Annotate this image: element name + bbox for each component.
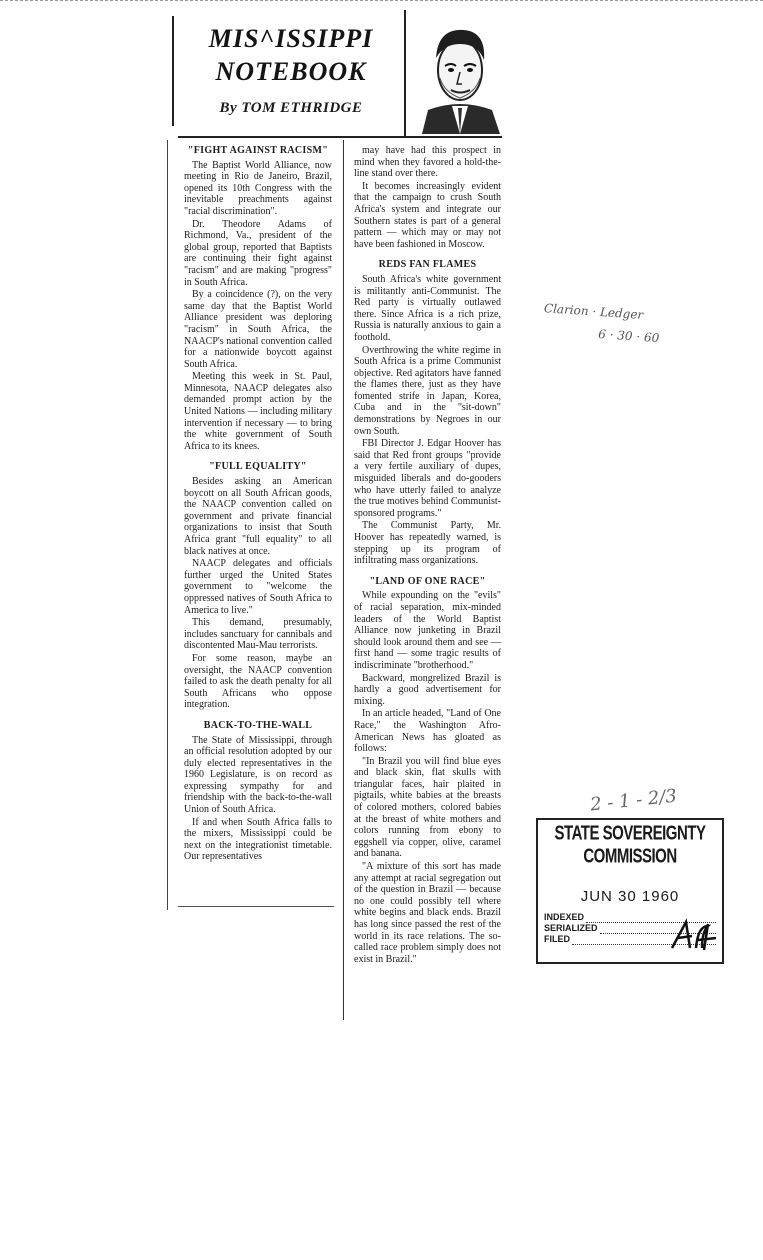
- column-end-rule: [178, 906, 334, 907]
- paragraph: "A mixture of this sort has made any attempt at racial segregation out of the question in Brazil — because no one could possibly tell where white begins and black ends. Brazil has long since passed the rest of the world in its race relations. The so-called race problem simply does not exist in Brazil.": [354, 861, 501, 965]
- paragraph: may have had this prospect in mind when they favored a hold-the-line stand over there.: [354, 145, 501, 180]
- paragraph: It becomes increasingly evident that the campaign to crush South Africa's system and integrate our Southern states is part of a general pattern — which may or may not have been fashioned in Moscow.: [354, 180, 501, 250]
- stamp-row-filed: FILED: [544, 934, 716, 945]
- handwritten-newspaper-name: Clarion · Ledger: [543, 301, 644, 323]
- masthead-left-rule: [172, 16, 174, 126]
- dashed-page-border: [0, 0, 763, 1]
- paragraph: "In Brazil you will find blue eyes and black skin, flat skulls with triangular faces, hair plaited in pigtails, white babies at the breasts of colored mothers, colored babies at the breast of white mothers and colors running from ebony to eggshell via copper, olive, caramel and banana.: [354, 755, 501, 860]
- subheading: "FULL EQUALITY": [209, 461, 307, 473]
- column-title-line2: NOTEBOOK: [215, 57, 367, 86]
- column-margin-line: [167, 140, 168, 910]
- paragraph: FBI Director J. Edgar Hoover has said that Red front groups "provide a very fertile auxiliary of dupes, misguided liberals and do-gooders who have utterly failed to analyze the true motives behind Communist-sponsored programs.": [354, 438, 501, 519]
- stamp-date: JUN 30 1960: [580, 888, 680, 905]
- masthead-bottom-rule: [178, 136, 502, 138]
- subheading: "FIGHT AGAINST RACISM": [187, 145, 329, 156]
- stamp-title: STATE SOVEREIGNTY COMMISSION: [554, 822, 706, 868]
- article-column-2: [354, 145, 501, 966]
- handwritten-source-note: [542, 297, 715, 353]
- stamp-row-indexed: INDEXED: [544, 912, 716, 923]
- subheading: BACK-TO-THE-WALL: [203, 719, 313, 731]
- paragraph: Dr. Theodore Adams of Richmond, Va., president of the global group, reported that Baptists are continuing their fight against "racism" and are making "progress" in South Africa.: [184, 218, 332, 288]
- paragraph: Meeting this week in St. Paul, Minnesota, NAACP delegates also demanded prompt action by the United Nations — including military intervention if necessary — to bring the white government of South Africa to its knees.: [184, 371, 332, 452]
- paragraph: For some reason, maybe an oversight, the NAACP convention failed to ask the death penalty for all South Africans who oppose integration.: [184, 652, 332, 711]
- paragraph: Overthrowing the white regime in South Africa is a prime Communist objective. Red agitators have fanned the flames there, just as they have fomented strife in Japan, Korea, Cuba and in the "sit-down" demonstrations by Negroes in our own South.: [354, 344, 501, 437]
- paragraph: South Africa's white government is militantly anti-Communist. The Red party is virtually outlawed there. Since Africa is a rich prize, Russia is naturally anxious to gain a foothold.: [354, 273, 501, 343]
- handwritten-file-number: 2 - 1 - 2/3: [589, 785, 678, 816]
- handwritten-date: 6 · 30 · 60: [597, 326, 660, 346]
- paragraph: While expounding on the "evils" of racial separation, mix-minded leaders of the World Baptist Alliance now junketing in Brazil should look around them and see — first hand — some tragic results of indiscriminate "brotherhood.": [354, 590, 501, 671]
- stamp-row-serialized: SERIALIZED: [544, 923, 716, 934]
- author-portrait: [414, 14, 506, 134]
- column-divider: [343, 140, 344, 1020]
- masthead-right-rule: [404, 10, 406, 138]
- article-column-1: [184, 145, 332, 864]
- paragraph: NAACP delegates and officials further urged the United States government to "welcome the oppressed natives of South Africa to America to live.": [184, 558, 332, 616]
- paragraph: The State of Mississippi, through an official resolution adopted by our duly elected representatives in the 1960 Legislature, is on record as expressing sympathy for and friendship with the back-to-the-wall Union of South Africa.: [184, 734, 332, 816]
- paragraph: If and when South Africa falls to the mixers, Mississippi could be next on the integrationist timetable. Our representatives: [184, 816, 332, 863]
- masthead: [182, 22, 400, 117]
- byline: By TOM ETHRIDGE: [219, 100, 363, 116]
- subheading: REDS FAN FLAMES: [378, 259, 477, 271]
- paragraph: Besides asking an American boycott on all South African goods, the NAACP convention called on government and private financial organizations to insist that South Africa grant "full equality" to all black natives at once.: [184, 476, 332, 557]
- subheading: "LAND OF ONE RACE": [369, 575, 486, 587]
- paragraph: This demand, presumably, includes sanctuary for cannibals and discontented Mau-Mau terrorists.: [184, 617, 332, 652]
- column-title-line1: MIS^ISSIPPI: [208, 24, 374, 53]
- initials-signature: [668, 918, 720, 954]
- paragraph: The Baptist World Alliance, now meeting in Rio de Janeiro, Brazil, opened its 10th Congress with the inevitable preachments against "racial discrimination".: [184, 159, 332, 217]
- paragraph: By a coincidence (?), on the very same day that the Baptist World Alliance president was deploring "racism" in South Africa, the NAACP's national convention called for a nationwide boycott against South Africa.: [184, 289, 332, 370]
- paragraph: The Communist Party, Mr. Hoover has repeatedly warned, is stepping up its program of infiltrating mass organizations.: [354, 520, 501, 567]
- paragraph: Backward, mongrelized Brazil is hardly a good advertisement for mixing.: [354, 672, 501, 707]
- paragraph: In an article headed, "Land of One Race," the Washington Afro-American News has gloated as follows:: [354, 708, 501, 755]
